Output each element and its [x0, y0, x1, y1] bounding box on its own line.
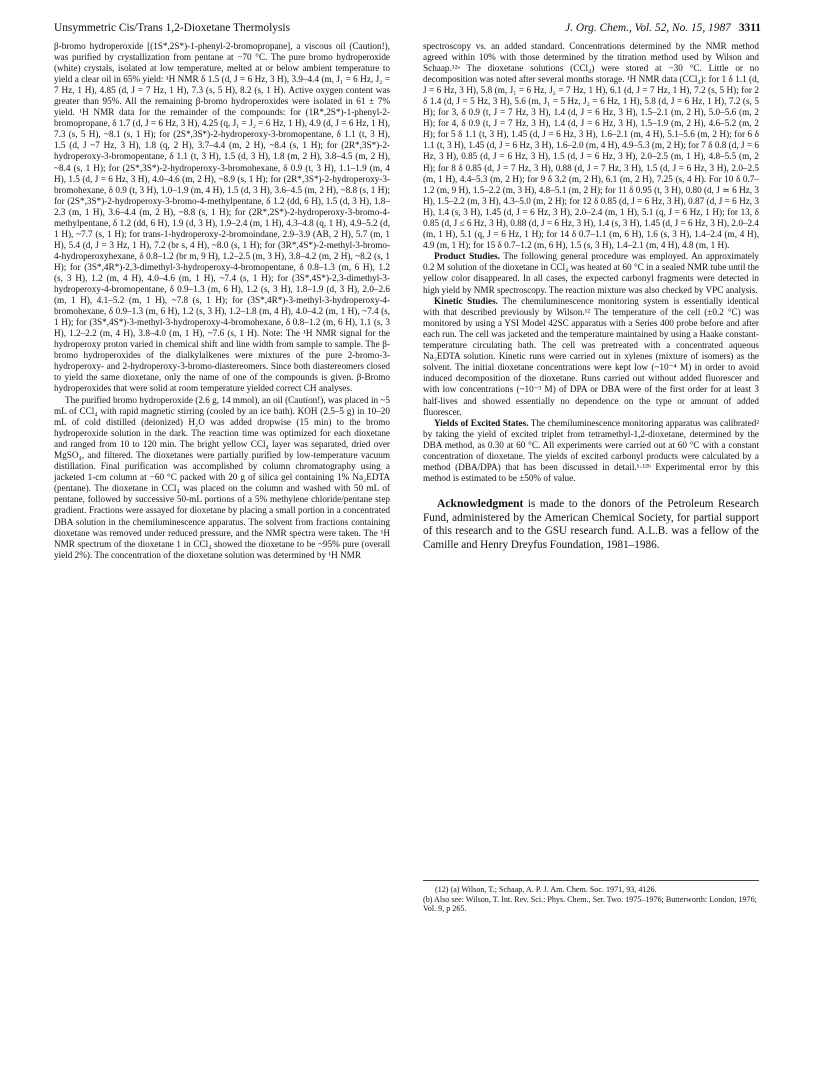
- footnote-12a: (12) (a) Wilson, T.; Schaap, A. P. J. Am. Chem. Soc. 1971, 93, 4126.: [435, 885, 657, 894]
- product-studies-paragraph: [423, 251, 759, 295]
- acknowledgment-paragraph: [423, 497, 759, 552]
- running-head: [54, 20, 761, 36]
- hydroperoxide-nmr-paragraph: β-bromo hydroperoxide [(1S*,2S*)-1-phenyl-2-bromopropane], a viscous oil (Caution!), was purified by crystallization from pentane at −70 °C. The pure bromo hydroperoxide (white) crystals, isolated at low temperature, melted at or below ambient temperature to yield a clear oil in 65% yield: ¹H NMR δ 1.5 (d, J = 6 Hz, 3 H), 3.9–4.4 (m, J₁ = 6 Hz, J₂ = 7 Hz, 1 H), 4.85 (d, J = 7 Hz, 1 H), 7.3 (s, 5 H), 8.2 (s, 1 H). Active oxygen content was greater than 95%. All the remaining β-bromo hydroperoxides were isolated in 61 ± 7% yield. ¹H NMR data for the remainder of the compounds: for (1R*,2S*)-1-phenyl-2-bromopropane, δ 1.7 (d, J = 6 Hz, 3 H), 4.25 (q, J₁ = J₂ = 6 Hz, 1 H), 4.9 (d, J = 6 Hz, 1 H), 7.3 (s, 5 H), ~8.1 (s, 1 H); for (2S*,3S*)-2-hydroperoxy-3-bromopentane, δ 1.1 (t, 3 H), 1.5 (d, J ~7 Hz, 3 H), 1.8 (q, 2 H), 3.7–4.4 (m, 2 H), ~8.4 (s, 1 H); for (2R*,3S*)-2-hydroperoxy-3-bromopentane, δ 1.1 (t, 3 H), 1.5 (d, 3 H), 1.8 (m, 2 H), 3.8–4.5 (m, 2 H), ~8.4 (s, 1 H); for (2S*,3S*)-2-hydroperoxy-3-bromohexane, δ 0.9 (t, 3 H), 1.1–1.9 (m, 4 H), 1.5 (d, J = 6 Hz, 3 H), 4.0–4.6 (m, 2 H), ~8.9 (s, 1 H); for (2R*,3S*)-2-hydroperoxy-3-bromohexane, δ 0.9 (t, 3 H), 1.0–1.9 (m, 4 H), 1.5 (d, 3 H), 3.6–4.5 (m, 2 H), ~8.8 (s, 1 H); for (2S*,3S*)-2-hydroperoxy-3-bromo-4-methylpentane, δ 1.2 (dd, 6 H), 1.5 (d, 3 H), 1.8–2.3 (m, 1 H), 3.6–4.4 (m, 2 H), ~8.8 (s, 1 H); for (2R*,2S*)-2-hydroperoxy-3-bromo-4-methylpentane, δ 1.2 (dd, 6 H), 1.9 (d, 3 H), 1.9–2.4 (m, 1 H), 4.3–4.8 (q, 1 H), 4.9–5.2 (d, 1 H), ~7.7 (s, 1 H); for trans-1-hydroperoxy-2-bromoindane, 2.9–3.9 (AB, 2 H), 5.7 (m, 1 H), 5.4 (d, J = 3 Hz, 1 H), 7.2 (br s, 4 H), ~8.0 (s, 1 H); for (3R*,4S*)-2-methyl-3-bromo-4-hydroperoxyhexane, δ 0.8–1.2 (br m, 9 H), 1.2–2.5 (m, 3 H), 3.8–4.2 (m, 2 H), ~8.2 (s, 1 H); for (3S*,4R*)-2,3-dimethyl-3-hydroperoxy-4-bromopentane, δ 0.8–1.3 (m, 6 H), 1.2 (s, 3 H), 1.2 (m, 4 H), 4.0–4.6 (m, 1 H), ~7.4 (s, 1 H); for (3S*,4S*)-2,3-dimethyl-3-hydroperoxy-4-bromopentane, δ 0.9–1.3 (m, 6 H), 1.2 (s, 3 H), 1.8–1.9 (d, 3 H), 2.0–2.6 (m, 1 H), 4.1–5.2 (m, 1 H), ~7.8 (s, 1 H); for (3S*,4R*)-3-methyl-3-hydroperoxy-4-bromohexane, δ 0.9–1.3 (m, 6 H), 1.2 (s, 3 H), 1.2–1.8 (m, 4 H), 4.0–4.2 (m, 1 H), ~7.4 (s, 1 H); for (3S*,4S*)-3-methyl-3-hydroperoxy-4-bromohexane, δ 0.8–1.2 (m, 6 H), 1.1 (s, 3 H), 1.2–2.2 (m, 4 H), 3.8–4.0 (m, 1 H), ~7.6 (s, 1 H). Note: The ¹H NMR signal for the hydroperoxy proton varied in chemical shift and line width from sample to sample. The β-bromo hydroperoxides of the dialkylalkenes were mixtures of the pure 2-bromo-3-hydroperoxy- and 2-hydroperoxy-3-bromo-diastereomers. Since both diastereomers closed to yield the same dioxetane, only the name of one of the compounds is given. β-Bromo hydroperoxides that were solid at room temperature yielded correct CH analyses.: [54, 41, 390, 394]
- left-column: [54, 41, 390, 561]
- right-column: [423, 41, 759, 552]
- footnote-12b: (b) Also see: Wilson, T. Int. Rev. Sci.: Phys. Chem., Ser. Two. 1975–1976; Butterworth: London, 1976; Vol. 9, p 265.: [423, 894, 757, 914]
- footnotes: [423, 880, 759, 914]
- running-head-journal: [565, 20, 761, 36]
- acknowledgment-text: is made to the donors of the Petroleum Research Fund, administered by the American Chemical Society, for partial support of this research and to the GSU research fund. A.L.B. was a fellow of the Camille and Henry Dreyfus Foundation, 1981–1986.: [423, 498, 759, 551]
- journal-citation: J. Org. Chem., Vol. 52, No. 15, 1987: [565, 22, 731, 34]
- yields-heading: Yields of Excited States.: [434, 418, 529, 429]
- product-studies-text: The following general procedure was employed. An approximately 0.2 M solution of the dioxetane in CCl₄ was heated at 60 °C in a sealed NMR tube until the yellow color disappeared. In all cases, the expected carbonyl fragments were detected in high yield by NMR spectroscopy. The reaction mixture was also checked by VPC analysis.: [423, 251, 759, 295]
- dioxetane-synthesis-paragraph: The purified bromo hydroperoxide (2.6 g, 14 mmol), an oil (Caution!), was placed in ~5 mL of CCl₄ with rapid magnetic stirring (cooled by an ice bath). KOH (2.5–5 g) in 10–20 mL of cold distilled (deionized) H₂O was added dropwise (15 min) to the bromo hydroperoxide solution in the dark. The reaction time was optimized for each dioxetane and ranged from 10 to 120 min. The bright yellow CCl₄ layer was separated, dried over MgSO₄, and filtered. The dioxetanes were partially purified by low-temperature vacuum distillation. Final purification was accomplished by column chromatography using a jacketed 1-cm column at −60 °C packed with 20 g of silica gel containing 1% Na₂EDTA (pentane). The dioxetane in CCl₄ was placed on the column and washed with 50 mL of pentane, followed by successive 50-mL portions of a 5% methylene chloride/pentane step gradient. Fractions were assayed for dioxetane by placing a small portion in a concentrated DBA solution in the chemiluminescence apparatus. The solvent from fractions containing dioxetane was removed under reduced pressure, and the NMR spectra were taken. The ¹H NMR spectrum of the dioxetane 1 in CCl₄ showed the dioxetane to be ~95% pure (overall yield 2%). The concentration of the dioxetane solution was determined by ¹H NMR: [54, 395, 390, 560]
- page-number: 3311: [738, 22, 761, 34]
- dioxetane-nmr-paragraph: spectroscopy vs. an added standard. Concentrations determined by the NMR method agreed within 10% with those determined by the titration method used by Wilson and Schaap.¹²ᵃ The dioxetane solutions (CCl₄) were stored at −30 °C. Little or no decomposition was noted after several months storage. ¹H NMR data (CCl₄): for 1 δ 1.1 (d, J = 6 Hz, 3 H), 5.8 (m, J₁ = 6 Hz, J₂ = 7 Hz, 1 H), 6.1 (d, J = 7 Hz, 1 H), 7.2 (s, 5 H); for 2 δ 1.4 (d, J = 5 Hz, 3 H), 5.6 (m, J₁ = 5 Hz, J₂ = 6 Hz, 1 H), 5.8 (d, J = 6 Hz, 1 H), 7.2 (s, 5 H); for 3, δ 0.9 (t, J = 7 Hz, 3 H), 1.4 (d, J = 6 Hz, 3 H), 1.5–2.1 (m, 2 H), 5.0–5.6 (m, 2 H); for 4, δ 0.9 (t, J = 7 Hz, 3 H), 1.4 (d, J = 6 Hz, 3 H), 1.5–1.9 (m, 2 H), 4.6–5.2 (m, 2 H); for 5 δ 1.1 (t, 3 H), 1.45 (d, J = 6 Hz, 3 H), 1.6–2.1 (m, 4 H), 5.1–5.6 (m, 2 H); for 6 δ 1.1 (t, 3 H), 1.45 (d, J = 6 Hz, 3 H), 1.6–2.0 (m, 4 H), 4.9–5.3 (m, 2 H); for 7 δ 0.8 (d, J = 6 Hz, 3 H), 0.85 (d, J = 6 Hz, 3 H), 1.5 (d, J = 6 Hz, 3 H), 2.0–2.5 (m, 1 H), 4.8–5.5 (m, 2 H); for 8 δ 0.85 (d, J = 7 Hz, 3 H), 0.88 (d, J = 7 Hz, 3 H), 1.5 (d, J = 6 Hz, 3 H), 2.0–2.5 (m, 1 H), 4.4–5.3 (m, 2 H); for 9 δ 3.2 (m, 2 H), 6.1 (m, 2 H), 7.25 (s, 4 H). For 10 δ 0.7–1.2 (m, 9 H), 1.5–2.2 (m, 3 H), 4.8–5.1 (m, 2 H); for 11 δ 0.95 (t, 3 H), 0.80 (d, J ≃ 6 Hz, 3 H), 1.5–2.2 (m, 3 H), 4.3–5.0 (m, 2 H); for 12 δ 0.85 (d, J = 6 Hz, 3 H), 0.87 (d, J = 6 Hz, 3 H), 1.4 (s, 3 H), 1.45 (d, J = 6 Hz, 3 H), 2.0–2.4 (m, 1 H), 5.1 (q, J = 6 Hz, 1 H); for 13, δ 0.85 (d, J ≤ 6 Hz, 3 H), 0.88 (d, J = 6 Hz, 3 H), 1.4 (s, 3 H), 1.45 (d, J = 6 Hz, 3 H), 2.0–2.4 (m, 1 H), 5.1 (q, J = 6 Hz, 1 H); for 14 δ 0.7–1.1 (m, 6 H), 1.6 (s, 3 H), 1.4–2.4 (m, 4 H), 4.9 (m, 1 H); for 15 δ 0.7–1.2 (m, 6 H), 1.5 (s, 3 H), 1.4–2.1 (m, 4 H), 4.8 (m, 1 H).: [423, 41, 759, 250]
- running-head-title: Unsymmetric Cis/Trans 1,2-Dioxetane Thermolysis: [54, 22, 291, 34]
- acknowledgment-heading: Acknowledgment: [437, 497, 524, 511]
- yields-paragraph: [423, 418, 759, 484]
- kinetic-studies-paragraph: [423, 296, 759, 418]
- kinetic-studies-text: The chemiluminescence monitoring system is essentially identical with that described previously by Wilson.¹² The temperature of the cell (±0.2 °C) was monitored by using a YSI Model 42SC apparatus with a Series 400 probe before and after each run. The cell was jacketed and the temperature maintained by using a Haake constant-temperature circulating bath. The cell was pretreated with a concentrated aqueous Na₂EDTA solution. Kinetic runs were carried out in xylenes (mixture of isomers) as the solvent. The initial dioxetane concentrations were kept low (~10⁻⁴ M) in order to avoid induced decomposition of the dioxetane. Runs carried out without added fluorescer and with low concentrations (~10⁻³ M) of DPA or DBA were of the first order for at least 3 half-lives and showed essentially no dependence on the type or amount of added fluorescer.: [423, 296, 759, 417]
- kinetic-studies-heading: Kinetic Studies.: [434, 296, 498, 307]
- product-studies-heading: Product Studies.: [434, 251, 500, 262]
- yields-text: The chemiluminescence monitoring apparatus was calibrated² by taking the yield of excited triplet from tetramethyl-1,2-dioxetane, determined by the DBA method, as 0.30 at 60 °C. All experiments were carried out at 60 °C with a constant concentration of dioxetane. The yields of excited carbonyl products were calculated by a method (DBA/DPA) that has been discussed in detail.¹·¹²ᵇ Experimental error by this method is estimated to be ±50% of value.: [423, 418, 759, 484]
